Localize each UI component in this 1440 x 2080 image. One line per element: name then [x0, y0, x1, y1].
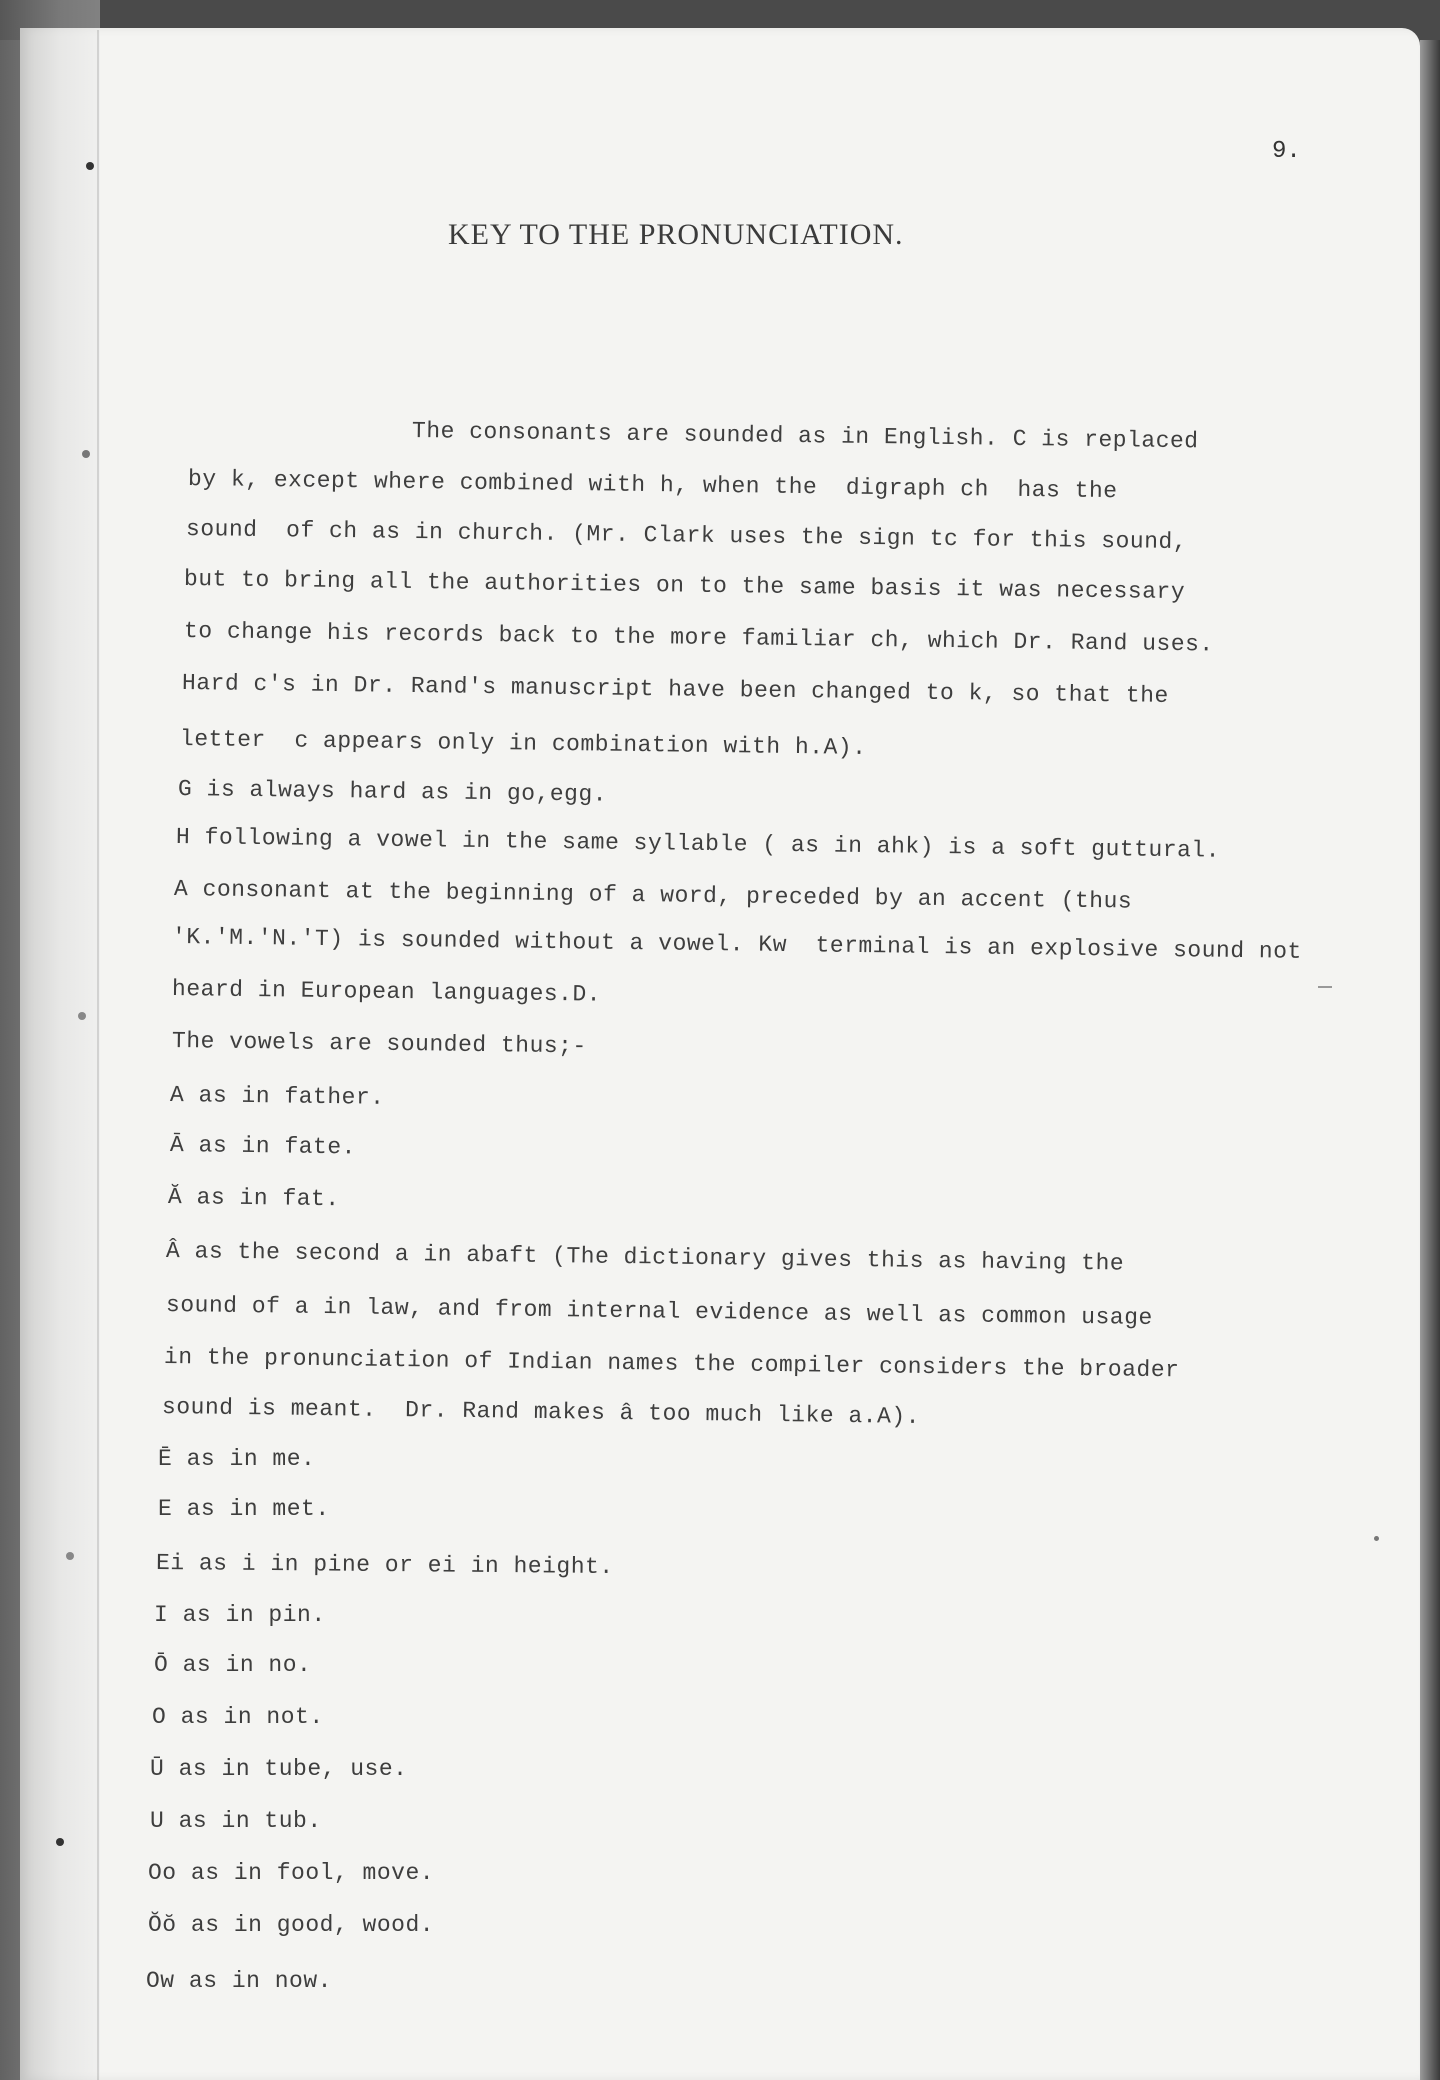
body-line: in the pronunciation of Indian names the compiler considers the broader [163, 1344, 1180, 1384]
body-line: sound is meant. Dr. Rand makes â too much like a.A). [161, 1394, 921, 1430]
body-line: Oo as in fool, move. [148, 1860, 435, 1886]
body-line: The consonants are sounded as in English. C is replaced [411, 418, 1199, 455]
binding-hole-mark [78, 1012, 86, 1020]
body-line: by k, except where combined with h, when the digraph ch has the [187, 466, 1118, 505]
body-line: The vowels are sounded thus;- [171, 1028, 587, 1060]
body-line: Hard c's in Dr. Rand's manuscript have been changed to k, so that the [181, 670, 1169, 709]
body-line: Ū as in tube, use. [150, 1756, 408, 1782]
body-line: I as in pin. [154, 1602, 326, 1628]
margin-mark [1318, 986, 1332, 988]
page-fold-line [97, 30, 99, 2080]
binding-shadow [0, 0, 100, 2080]
page-title: KEY TO THE PRONUNCIATION. [448, 218, 904, 251]
body-line: Ow as in now. [146, 1968, 332, 1994]
body-line: E as in met. [158, 1496, 330, 1522]
body-line: A as in father. [169, 1082, 385, 1111]
body-line: Ē as in me. [158, 1446, 316, 1472]
scan-right-border [1420, 40, 1440, 2080]
body-line: sound of ch as in church. (Mr. Clark uses the sign tc for this sound, [185, 516, 1188, 556]
body-line: H following a vowel in the same syllable ( as in ahk) is a soft guttural. [175, 824, 1221, 864]
body-line: Ō as in no. [154, 1652, 312, 1678]
body-line: letter c appears only in combination with h.A). [179, 726, 867, 761]
body-line: heard in European languages.D. [171, 976, 602, 1008]
binding-hole-mark [86, 162, 94, 170]
body-line: Ā as in fate. [169, 1132, 357, 1161]
body-line: Ei as i in pine or ei in height. [155, 1550, 614, 1580]
body-line: Ă as in fat. [167, 1184, 340, 1213]
body-line: Ŏŏ as in good, wood. [148, 1912, 435, 1938]
body-line: 'K.'M.'N.'T) is sounded without a vowel. Kw terminal is an explosive sound not [171, 924, 1302, 965]
body-line: U as in tub. [150, 1808, 322, 1834]
page-number: 9. [1272, 138, 1301, 165]
body-line: Â as the second a in abaft (The dictionary gives this as having the [165, 1238, 1125, 1277]
binding-hole-mark [66, 1552, 74, 1560]
binding-hole-mark [82, 450, 90, 458]
body-line: O as in not. [152, 1704, 324, 1730]
body-line: G is always hard as in go,egg. [177, 776, 608, 808]
binding-hole-mark [56, 1838, 64, 1846]
body-line: but to bring all the authorities on to the same basis it was necessary [183, 566, 1186, 606]
body-line: to change his records back to the more familiar ch, which Dr. Rand uses. [183, 618, 1214, 658]
body-line: sound of a in law, and from internal evidence as well as common usage [165, 1292, 1153, 1331]
margin-speck [1374, 1536, 1379, 1541]
body-line: A consonant at the beginning of a word, preceded by an accent (thus [173, 876, 1133, 915]
